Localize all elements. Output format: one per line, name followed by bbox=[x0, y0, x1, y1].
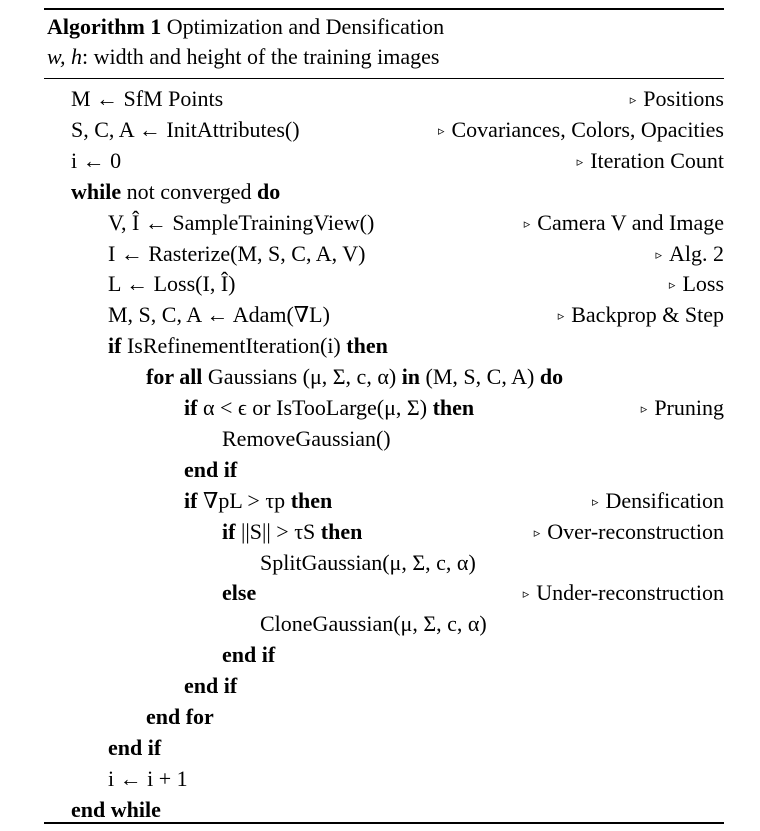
code-statement bbox=[222, 639, 275, 670]
code-text: S, C, A ← InitAttributes() bbox=[71, 116, 300, 142]
keyword: do bbox=[539, 364, 564, 390]
comment-text: Camera V and Image bbox=[537, 209, 724, 235]
code-text: L ← Loss(I, Î) bbox=[108, 271, 236, 297]
algorithm-line bbox=[0, 732, 760, 763]
algorithm-label: Algorithm 1 bbox=[47, 14, 162, 39]
code-text: i ← i + 1 bbox=[108, 765, 188, 791]
algorithm-line bbox=[0, 794, 760, 825]
keyword: do bbox=[256, 178, 281, 204]
line-comment bbox=[592, 485, 724, 519]
code-statement bbox=[222, 516, 362, 547]
keyword: end if bbox=[184, 673, 238, 699]
line-comment bbox=[438, 114, 724, 148]
code-statement bbox=[108, 299, 330, 330]
algorithm-line bbox=[0, 701, 760, 732]
comment-text: Iteration Count bbox=[590, 147, 724, 173]
comment-triangle-icon: ▹ bbox=[437, 122, 445, 138]
line-comment bbox=[558, 299, 724, 333]
comment-triangle-icon: ▹ bbox=[591, 493, 599, 509]
code-statement bbox=[260, 547, 476, 578]
code-statement bbox=[108, 763, 188, 794]
comment-text: Over-reconstruction bbox=[547, 518, 724, 544]
algorithm-title: Optimization and Densification bbox=[166, 14, 445, 39]
keyword: end while bbox=[71, 796, 161, 822]
code-text: α < ϵ or IsTooLarge(μ, Σ) bbox=[202, 395, 428, 420]
algorithm-line bbox=[0, 454, 760, 485]
code-text: i ← 0 bbox=[71, 147, 122, 173]
keyword: if bbox=[184, 487, 198, 513]
algorithm-line bbox=[0, 423, 760, 454]
code-statement bbox=[146, 701, 214, 732]
code-text: M ← SfM Points bbox=[71, 86, 224, 111]
code-statement bbox=[71, 794, 161, 825]
algorithm-line bbox=[0, 392, 760, 423]
keyword: for all bbox=[146, 364, 203, 390]
algorithm-line bbox=[0, 670, 760, 701]
code-statement bbox=[260, 608, 487, 639]
comment-text: Positions bbox=[643, 86, 724, 111]
algorithm-line bbox=[0, 547, 760, 578]
algorithm-line bbox=[0, 145, 760, 176]
keyword: else bbox=[222, 580, 257, 606]
code-text: IsRefinementIteration(i) bbox=[126, 333, 341, 359]
algorithm-line bbox=[0, 516, 760, 547]
code-statement bbox=[108, 268, 236, 299]
keyword: if bbox=[222, 518, 236, 544]
comment-text: Covariances, Colors, Opacities bbox=[451, 116, 724, 142]
keyword: in bbox=[401, 364, 421, 390]
algorithm-line bbox=[0, 608, 760, 639]
code-statement bbox=[222, 577, 256, 608]
line-comment bbox=[524, 207, 724, 241]
code-statement bbox=[184, 670, 237, 701]
bottom-rule bbox=[44, 822, 724, 824]
algorithm-line bbox=[0, 176, 760, 207]
input-vars: w, h bbox=[47, 44, 83, 69]
algorithm-line bbox=[0, 238, 760, 269]
algorithm-line bbox=[0, 114, 760, 145]
algorithm-line bbox=[0, 268, 760, 299]
line-comment bbox=[630, 83, 724, 117]
comment-triangle-icon: ▹ bbox=[629, 92, 637, 107]
algorithm-caption bbox=[47, 12, 444, 42]
comment-text: Alg. 2 bbox=[669, 240, 724, 266]
code-statement bbox=[184, 485, 332, 516]
line-comment bbox=[641, 392, 724, 426]
code-text: M, S, C, A ← Adam(∇L) bbox=[108, 302, 330, 328]
algorithm-line bbox=[0, 330, 760, 361]
algorithm-line bbox=[0, 763, 760, 794]
keyword: while bbox=[71, 178, 122, 204]
line-comment bbox=[669, 268, 724, 302]
code-statement bbox=[71, 145, 121, 176]
code-statement bbox=[71, 83, 223, 114]
code-statement bbox=[146, 361, 563, 392]
code-statement bbox=[222, 423, 391, 454]
code-text: I ← Rasterize(M, S, C, A, V) bbox=[108, 240, 366, 266]
code-statement bbox=[108, 207, 374, 238]
keyword: end if bbox=[108, 734, 162, 760]
code-text: ||S|| > τS bbox=[240, 518, 316, 544]
comment-text: Densification bbox=[605, 487, 724, 513]
code-text: RemoveGaussian() bbox=[222, 425, 391, 451]
code-text: Gaussians (μ, Σ, c, α) bbox=[207, 364, 397, 390]
keyword: end for bbox=[146, 704, 214, 729]
input-desc: : width and height of the training images bbox=[82, 44, 440, 69]
code-statement bbox=[184, 392, 474, 423]
code-statement bbox=[71, 176, 280, 207]
code-statement bbox=[108, 238, 365, 269]
keyword: if bbox=[108, 333, 122, 359]
keyword: then bbox=[346, 333, 388, 359]
comment-triangle-icon: ▹ bbox=[557, 308, 565, 324]
comment-triangle-icon: ▹ bbox=[533, 524, 541, 540]
code-statement bbox=[71, 114, 300, 145]
algorithm-line bbox=[0, 577, 760, 608]
comment-triangle-icon: ▹ bbox=[640, 401, 648, 416]
algorithm-line bbox=[0, 207, 760, 238]
comment-triangle-icon: ▹ bbox=[668, 277, 676, 293]
line-comment bbox=[534, 516, 724, 550]
code-statement bbox=[108, 330, 388, 361]
code-text: V, Î ← SampleTrainingView() bbox=[108, 209, 375, 235]
comment-text: Pruning bbox=[654, 395, 724, 420]
line-comment bbox=[577, 145, 724, 179]
keyword: if bbox=[184, 395, 198, 420]
comment-triangle-icon: ▹ bbox=[522, 586, 530, 602]
code-text: ∇pL > τp bbox=[202, 487, 286, 513]
algorithm-line bbox=[0, 485, 760, 516]
keyword: then bbox=[290, 487, 333, 513]
top-rule bbox=[44, 8, 724, 10]
keyword: end if bbox=[184, 456, 238, 482]
keyword: then bbox=[432, 395, 475, 420]
line-comment bbox=[655, 238, 724, 272]
comment-text: Under-reconstruction bbox=[536, 580, 724, 606]
comment-text: Backprop & Step bbox=[571, 302, 724, 328]
comment-text: Loss bbox=[682, 271, 724, 297]
code-text: CloneGaussian(μ, Σ, c, α) bbox=[260, 611, 487, 637]
algorithm-inputs bbox=[47, 42, 439, 72]
comment-triangle-icon: ▹ bbox=[655, 246, 662, 262]
comment-triangle-icon: ▹ bbox=[523, 215, 531, 231]
algorithm-line bbox=[0, 639, 760, 670]
caption-rule bbox=[44, 78, 724, 79]
code-text: SplitGaussian(μ, Σ, c, α) bbox=[260, 549, 476, 575]
code-statement bbox=[108, 732, 161, 763]
algorithm-line bbox=[0, 361, 760, 392]
code-text: (M, S, C, A) bbox=[425, 364, 535, 390]
keyword: then bbox=[320, 518, 363, 544]
comment-triangle-icon: ▹ bbox=[576, 153, 584, 169]
keyword: end if bbox=[222, 642, 276, 668]
algorithm-line bbox=[0, 299, 760, 330]
code-text: not converged bbox=[126, 178, 252, 204]
algorithm-line bbox=[0, 83, 760, 114]
code-statement bbox=[184, 454, 237, 485]
line-comment bbox=[523, 577, 724, 611]
